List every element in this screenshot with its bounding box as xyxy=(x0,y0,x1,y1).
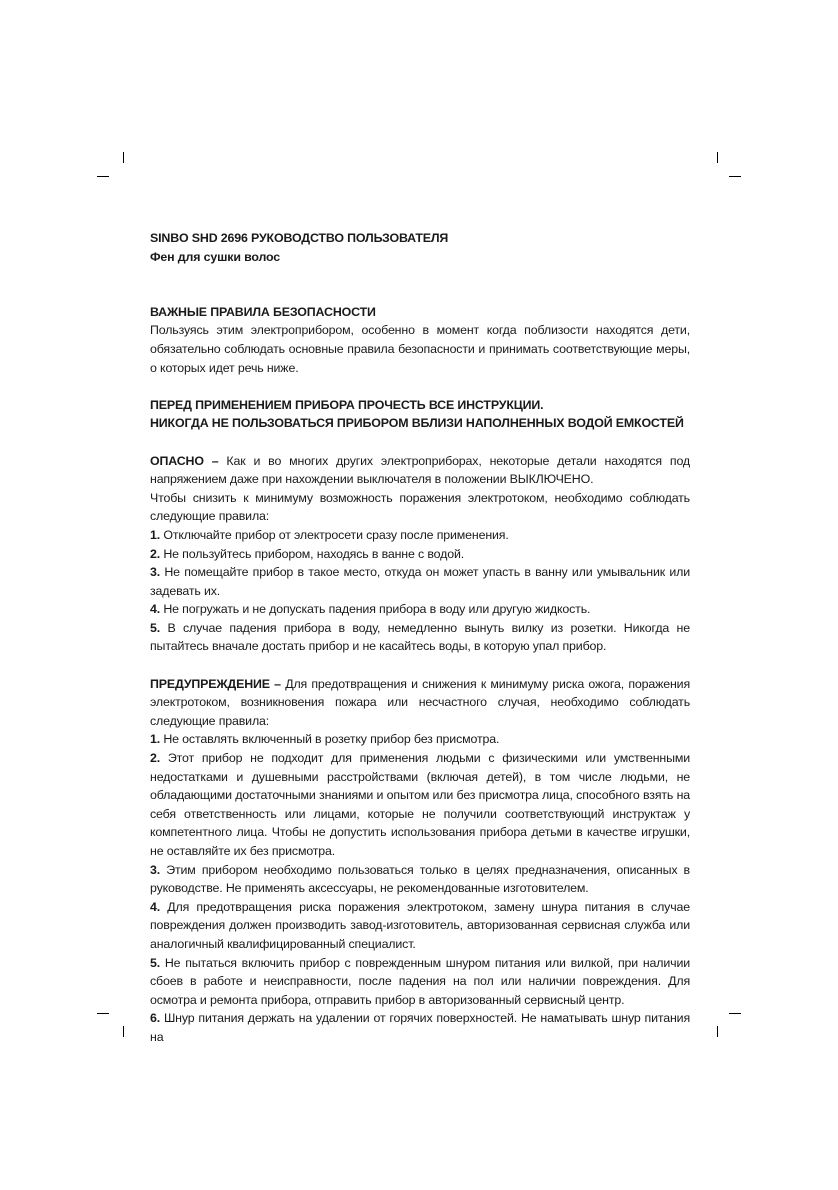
list-item xyxy=(150,730,690,749)
crop-mark-top-right-vertical xyxy=(717,152,718,163)
list-item-text: Этот прибор не подходит для применения людьми с физическими или умственными недостатками и душевными расстройствами (включая детей), в том числе людьми, не обладающими достаточными знаниями и опытом или без присмотра лица, способного взять на себя ответственность или лицами, которые не получили соответствующий инструктаж у компетентного лица. Чтобы не допустить использования прибора детьми в качестве игрушки, не оставляйте их без присмотра. xyxy=(150,751,690,858)
warning-paragraph xyxy=(150,675,690,731)
list-item-text: Не оставлять включенный в розетку прибор без присмотра. xyxy=(160,732,500,747)
list-item-text: Не погружать и не допускать падения прибора в воду или другую жидкость. xyxy=(160,602,591,617)
danger-list xyxy=(150,526,690,656)
list-item-number: 1. xyxy=(150,527,161,542)
warning-label: ПРЕДУПРЕЖДЕНИЕ – xyxy=(150,676,281,691)
list-item-number: 5. xyxy=(150,620,161,635)
document-title: SINBO SHD 2696 РУКОВОДСТВО ПОЛЬЗОВАТЕЛЯ xyxy=(150,231,449,245)
list-item-number: 5. xyxy=(150,955,161,970)
crop-mark-bottom-left-vertical xyxy=(123,1026,124,1037)
list-item-text: Не пользуйтесь прибором, находясь в ванне с водой. xyxy=(160,546,465,561)
safety-intro: Пользуясь этим электроприбором, особенно в момент когда поблизости находятся дети, обязательно соблюдать основные правила безопасности и принимать соответствующие меры, о которых идет речь ниже. xyxy=(150,323,690,375)
list-item-number: 2. xyxy=(150,546,161,561)
safety-heading: ВАЖНЫЕ ПРАВИЛА БЕЗОПАСНОСТИ xyxy=(150,304,376,319)
document-subtitle: Фен для сушки волос xyxy=(150,249,281,264)
list-item-number: 6. xyxy=(150,1011,161,1026)
list-item-text: Для предотвращения риска поражения электротоком, замену шнура питания в случае повреждения должен производить завод-изготовитель, авторизованная сервисная служба или аналогичный квалифицированный специалист. xyxy=(150,899,690,951)
danger-label: ОПАСНО – xyxy=(150,453,219,468)
list-item xyxy=(150,861,690,898)
list-item xyxy=(150,619,690,656)
warning-list xyxy=(150,730,690,1046)
crop-mark-bottom-right-vertical xyxy=(717,1026,718,1037)
list-item xyxy=(150,954,690,1010)
notice-line-2: НИКОГДА НЕ ПОЛЬЗОВАТЬСЯ ПРИБОРОМ ВБЛИЗИ НАПОЛНЕННЫХ ВОДОЙ ЕМКОСТЕЙ xyxy=(150,416,684,431)
list-item-text: Не пытаться включить прибор с поврежденным шнуром питания или вилкой, при наличии сбоев в работе и неисправности, после падения на пол или наличии повреждения. Для осмотра и ремонта прибора, отправить прибор в авторизованный сервисный центр. xyxy=(150,955,690,1007)
crop-mark-bottom-right-horizontal xyxy=(729,1013,741,1014)
list-item xyxy=(150,749,690,861)
danger-paragraph xyxy=(150,452,690,489)
list-item xyxy=(150,600,690,619)
list-item-text: Не помещайте прибор в такое место, откуда он может упасть в ванну или умывальник или задевать их. xyxy=(150,565,690,598)
list-item xyxy=(150,1009,690,1046)
list-item xyxy=(150,563,690,600)
crop-mark-top-left-horizontal xyxy=(97,176,109,177)
list-item-number: 4. xyxy=(150,602,161,617)
notice-line-1: ПЕРЕД ПРИМЕНЕНИЕМ ПРИБОРА ПРОЧЕСТЬ ВСЕ ИНСТРУКЦИИ. xyxy=(150,397,544,412)
list-item-text: В случае падения прибора в воду, немедленно вынуть вилку из розетки. Никогда не пытайтесь вначале достать прибор и не касайтесь воды, в которую упал прибор. xyxy=(150,620,690,654)
danger-rules-intro: Чтобы снизить к минимуму возможность поражения электротоком, необходимо соблюдать следующие правила: xyxy=(150,490,690,524)
list-item-number: 2. xyxy=(150,751,161,766)
list-item xyxy=(150,526,690,545)
list-item-number: 4. xyxy=(150,899,161,914)
title-block xyxy=(150,229,690,266)
list-item-number: 1. xyxy=(150,732,161,747)
crop-mark-top-right-horizontal xyxy=(729,176,741,177)
crop-mark-top-left-vertical xyxy=(123,152,124,163)
list-item-text: Этим прибором необходимо пользоваться только в целях предназначения, описанных в руководстве. Не применять аксессуары, не рекомендованные изготовителем. xyxy=(150,862,690,896)
warning-text: Для предотвращения и снижения к минимуму риска ожога, поражения электротоком, возникновения пожара или несчастного случая, необходимо соблюдать следующие правила: xyxy=(150,676,690,728)
danger-text: Как и во многих других электроприборах, некоторые детали находятся под напряжением даже при нахождении выключателя в положении ВЫКЛЮЧЕНО. xyxy=(150,453,690,487)
list-item-number: 3. xyxy=(150,565,161,580)
list-item xyxy=(150,545,690,564)
crop-mark-bottom-left-horizontal xyxy=(97,1013,109,1014)
list-item-text: Отключайте прибор от электросети сразу после применения. xyxy=(160,527,509,542)
list-item-number: 3. xyxy=(150,862,161,877)
list-item xyxy=(150,898,690,954)
list-item-text: Шнур питания держать на удалении от горячих поверхностей. Не наматывать шнур питания на xyxy=(150,1011,690,1044)
document-body xyxy=(150,229,690,1047)
